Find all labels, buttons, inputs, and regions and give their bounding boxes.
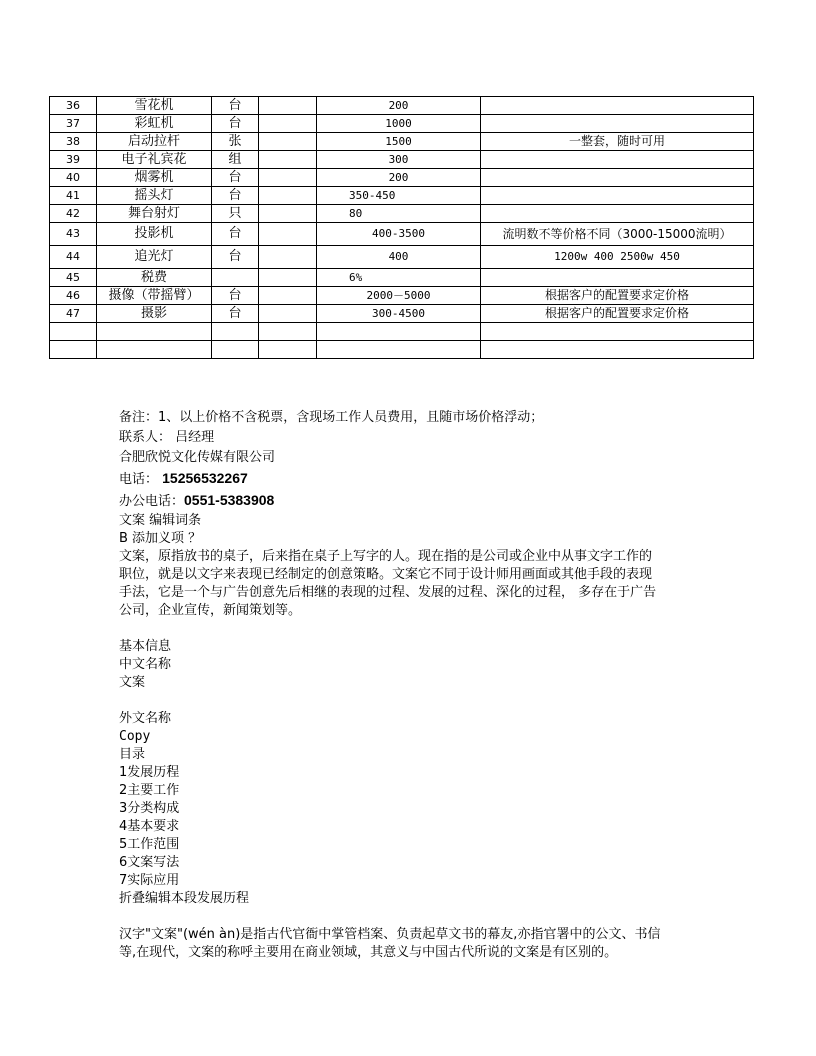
item-name: 税费 — [97, 269, 212, 287]
item-price: 80 — [317, 205, 481, 223]
table-row-empty — [50, 341, 754, 359]
item-qty — [259, 246, 317, 269]
empty-cell — [50, 323, 97, 341]
item-name: 舞台射灯 — [97, 205, 212, 223]
item-note — [481, 269, 754, 287]
item-qty — [259, 151, 317, 169]
table-row — [50, 133, 754, 151]
empty-cell — [259, 323, 317, 341]
row-number: 38 — [50, 133, 97, 151]
row-number: 44 — [50, 246, 97, 269]
table-row — [50, 246, 754, 269]
item-qty — [259, 97, 317, 115]
item-qty — [259, 169, 317, 187]
item-price: 1000 — [317, 115, 481, 133]
item-unit: 台 — [212, 187, 259, 205]
item-qty — [259, 287, 317, 305]
office-phone-label: 办公电话： — [119, 494, 185, 509]
item-unit: 组 — [212, 151, 259, 169]
item-qty — [259, 133, 317, 151]
basic-info-heading: 基本信息 — [119, 639, 172, 654]
toc-item: 2主要工作 — [119, 783, 180, 798]
empty-cell — [212, 341, 259, 359]
row-number: 37 — [50, 115, 97, 133]
item-name: 摄像（带摇臂） — [97, 287, 212, 305]
empty-cell — [259, 341, 317, 359]
article-heading: 文案 编辑词条 — [119, 513, 202, 528]
empty-cell — [481, 341, 754, 359]
row-number: 42 — [50, 205, 97, 223]
item-unit: 台 — [212, 246, 259, 269]
item-name: 雪花机 — [97, 97, 212, 115]
row-number: 47 — [50, 305, 97, 323]
item-note: 一整套，随时可用 — [481, 133, 754, 151]
item-note — [481, 187, 754, 205]
history-line: 汉字"文案"(wén àn)是指古代官衙中掌管档案、负责起草文书的幕友,亦指官署中的公文、书信 — [119, 927, 661, 942]
cn-name-label: 中文名称 — [119, 657, 172, 672]
toc-item: 6文案写法 — [119, 855, 180, 870]
table-row — [50, 287, 754, 305]
office-phone-line — [119, 490, 709, 512]
item-price: 200 — [317, 169, 481, 187]
toc-item: 4基本要求 — [119, 819, 180, 834]
phone-number: 15256532267 — [162, 470, 248, 486]
item-name: 启动拉杆 — [97, 133, 212, 151]
section-fold-heading: 折叠编辑本段发展历程 — [119, 891, 250, 906]
item-note — [481, 151, 754, 169]
empty-cell — [481, 323, 754, 341]
item-name: 摄影 — [97, 305, 212, 323]
phone-label: 电话： — [119, 472, 163, 487]
item-unit: 台 — [212, 97, 259, 115]
table-row — [50, 223, 754, 246]
item-name: 追光灯 — [97, 246, 212, 269]
empty-cell — [212, 323, 259, 341]
table-row — [50, 205, 754, 223]
table-row-empty — [50, 323, 754, 341]
row-number: 46 — [50, 287, 97, 305]
item-name: 投影机 — [97, 223, 212, 246]
toc-item: 1发展历程 — [119, 765, 180, 780]
item-note — [481, 205, 754, 223]
intro-line: 职位，就是以文字来表现已经制定的创意策略。文案它不同于设计师用画面或其他手段的表现 — [119, 567, 653, 582]
table-row — [50, 97, 754, 115]
table-row — [50, 269, 754, 287]
empty-cell — [97, 323, 212, 341]
toc-item: 7实际应用 — [119, 873, 180, 888]
item-note — [481, 169, 754, 187]
en-name-label: 外文名称 — [119, 711, 172, 726]
toc-item: 5工作范围 — [119, 837, 180, 852]
item-name: 电子礼宾花 — [97, 151, 212, 169]
item-qty — [259, 187, 317, 205]
row-number: 45 — [50, 269, 97, 287]
item-price: 300-4500 — [317, 305, 481, 323]
row-number: 40 — [50, 169, 97, 187]
cn-name-value: 文案 — [119, 675, 146, 690]
item-qty — [259, 205, 317, 223]
item-unit: 台 — [212, 169, 259, 187]
en-name-value: Copy — [119, 729, 151, 744]
intro-line: 文案，原指放书的桌子，后来指在桌子上写字的人。现在指的是公司或企业中从事文字工作的 — [119, 549, 653, 564]
price-table — [49, 96, 754, 359]
toc-item: 3分类构成 — [119, 801, 180, 816]
empty-cell — [317, 323, 481, 341]
item-name: 烟雾机 — [97, 169, 212, 187]
phone-line — [119, 468, 709, 490]
item-unit: 台 — [212, 287, 259, 305]
item-qty — [259, 115, 317, 133]
empty-cell — [317, 341, 481, 359]
row-number: 41 — [50, 187, 97, 205]
contact-person: 联系人： 吕经理 — [119, 430, 215, 445]
intro-line: 手法，它是一个与广告创意先后相继的表现的过程、发展的过程、深化的过程， 多存在于广告 — [119, 585, 657, 600]
office-phone-number: 0551-5383908 — [184, 492, 275, 508]
item-qty — [259, 269, 317, 287]
empty-cell — [50, 341, 97, 359]
item-price: 300 — [317, 151, 481, 169]
item-name: 摇头灯 — [97, 187, 212, 205]
item-price: 350-450 — [317, 187, 481, 205]
table-row — [50, 187, 754, 205]
row-number: 43 — [50, 223, 97, 246]
item-price: 6% — [317, 269, 481, 287]
item-note — [481, 115, 754, 133]
empty-cell — [97, 341, 212, 359]
item-unit: 只 — [212, 205, 259, 223]
item-note — [481, 97, 754, 115]
item-note: 根据客户的配置要求定价格 — [481, 305, 754, 323]
item-price: 400 — [317, 246, 481, 269]
remark-text: 备注：1、以上价格不含税票，含现场工作人员费用，且随市场价格浮动； — [119, 410, 544, 425]
history-line: 等,在现代，文案的称呼主要用在商业领域，其意义与中国古代所说的文案是有区别的。 — [119, 945, 618, 960]
item-qty — [259, 223, 317, 246]
item-price: 200 — [317, 97, 481, 115]
item-unit: 台 — [212, 223, 259, 246]
intro-line: 公司，企业宣传，新闻策划等。 — [119, 603, 302, 618]
item-price: 400-3500 — [317, 223, 481, 246]
add-tag-text: B 添加义项 ？ — [119, 531, 202, 546]
row-number: 36 — [50, 97, 97, 115]
item-qty — [259, 305, 317, 323]
item-unit — [212, 269, 259, 287]
item-unit: 台 — [212, 115, 259, 133]
item-name: 彩虹机 — [97, 115, 212, 133]
item-note: 根据客户的配置要求定价格 — [481, 287, 754, 305]
item-price: 2000－5000 — [317, 287, 481, 305]
item-note: 1200w 400 2500w 450 — [481, 246, 754, 269]
toc-heading: 目录 — [119, 747, 146, 762]
document-body — [119, 408, 709, 962]
company-name: 合肥欣悦文化传媒有限公司 — [119, 450, 276, 465]
item-unit: 台 — [212, 305, 259, 323]
table-row — [50, 151, 754, 169]
table-row — [50, 169, 754, 187]
item-price: 1500 — [317, 133, 481, 151]
row-number: 39 — [50, 151, 97, 169]
item-note: 流明数不等价格不同（3000-15000流明） — [481, 223, 754, 246]
item-unit: 张 — [212, 133, 259, 151]
table-row — [50, 115, 754, 133]
table-row — [50, 305, 754, 323]
